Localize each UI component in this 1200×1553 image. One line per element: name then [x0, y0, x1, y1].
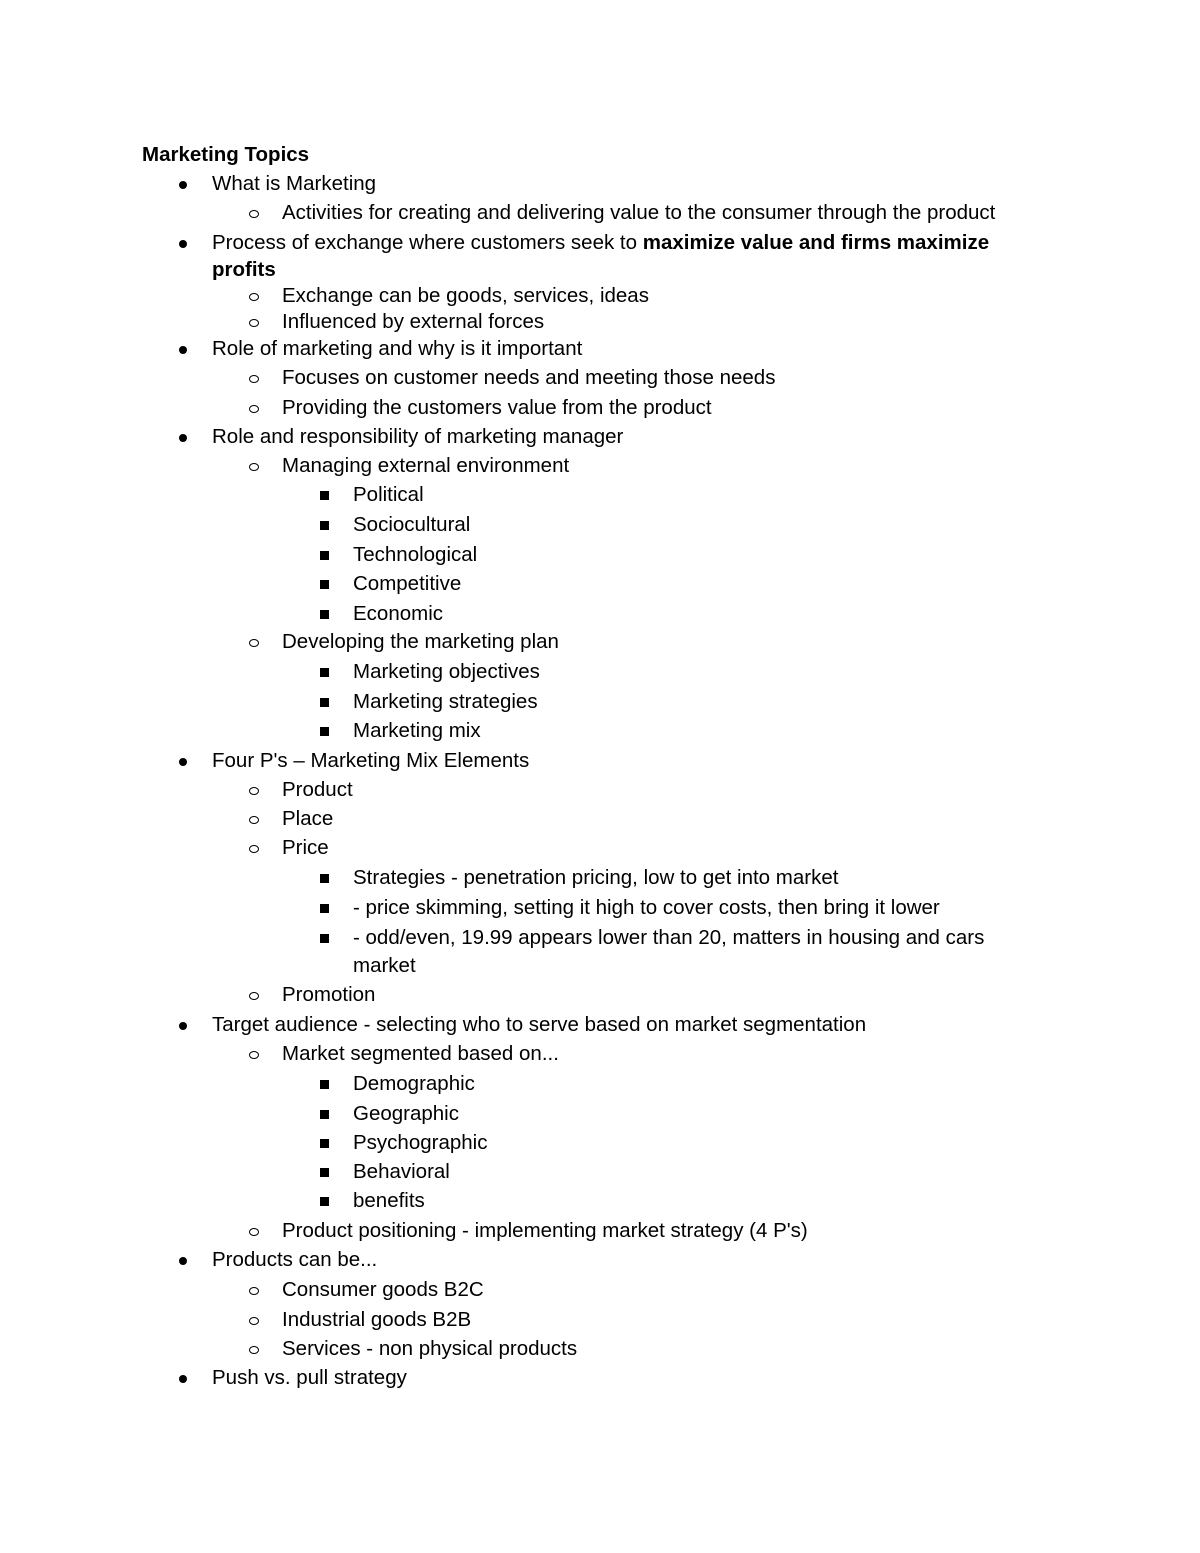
list-item-text: Psychographic	[353, 1131, 488, 1154]
bullet-level-2-icon	[249, 375, 259, 383]
list-item	[282, 1337, 577, 1361]
list-item-text: - price skimming, setting it high to cover costs, then bring it lower	[353, 896, 940, 919]
list-item	[212, 1366, 407, 1390]
list-item	[353, 483, 424, 507]
bullet-level-3-icon	[320, 668, 329, 677]
list-item-text: Political	[353, 483, 424, 506]
bullet-level-3-icon	[320, 521, 329, 530]
list-item-text: Process of exchange where customers seek to	[212, 231, 643, 254]
list-item-text: Role and responsibility of marketing manager	[212, 425, 624, 448]
list-item	[353, 896, 940, 920]
list-item-text: Competitive	[353, 572, 462, 595]
bullet-level-2-icon	[249, 293, 259, 301]
list-item-text: Products can be...	[212, 1248, 378, 1271]
bullet-level-2-icon	[249, 992, 259, 1000]
list-item	[282, 836, 329, 860]
list-item-text: Consumer goods B2C	[282, 1278, 484, 1301]
list-item	[282, 983, 375, 1007]
bullet-level-2-icon	[249, 405, 259, 413]
list-item-text: Managing external environment	[282, 454, 570, 477]
list-item	[212, 1248, 377, 1272]
list-item-text: Industrial goods B2B	[282, 1308, 472, 1331]
list-item-text: Marketing strategies	[353, 690, 538, 713]
list-item	[282, 1308, 471, 1332]
list-item-text: Economic	[353, 602, 444, 625]
list-item	[212, 749, 529, 773]
bullet-level-1-icon	[179, 1375, 187, 1383]
bullet-level-3-icon	[320, 934, 329, 943]
list-item-text: - odd/even, 19.99 appears lower than 20, matters in housing and cars	[353, 926, 985, 949]
bullet-level-3-icon	[320, 1197, 329, 1206]
bullet-level-3-icon	[320, 610, 329, 619]
list-item	[282, 201, 995, 225]
list-item-text: Sociocultural	[353, 513, 471, 536]
bullet-level-1-icon	[179, 181, 187, 189]
list-item	[353, 1131, 487, 1155]
bullet-level-1-icon	[179, 758, 187, 766]
bullet-level-1-icon	[179, 1022, 187, 1030]
list-item-text: benefits	[353, 1189, 425, 1212]
list-item-text: Geographic	[353, 1102, 459, 1125]
list-item	[212, 425, 623, 449]
list-item-text: Marketing mix	[353, 719, 481, 742]
list-item	[212, 258, 276, 282]
bullet-level-3-icon	[320, 1080, 329, 1089]
bullet-level-1-icon	[179, 346, 187, 354]
bullet-level-2-icon	[249, 463, 259, 471]
list-item	[212, 231, 989, 255]
list-item-text: Activities for creating and delivering value to the consumer through the product	[282, 201, 996, 224]
list-item-text: Market segmented based on...	[282, 1042, 559, 1065]
bullet-level-2-icon	[249, 1051, 259, 1059]
list-item-text: Marketing objectives	[353, 660, 540, 683]
list-item-text: Technological	[353, 543, 478, 566]
list-item	[353, 513, 470, 537]
list-item-bold-text: profits	[212, 258, 276, 281]
list-item	[282, 284, 649, 308]
bullet-level-1-icon	[179, 434, 187, 442]
list-item-text: Developing the marketing plan	[282, 630, 559, 653]
list-item	[212, 1013, 866, 1037]
bullet-level-3-icon	[320, 874, 329, 883]
list-item	[282, 1042, 559, 1066]
list-item-text: Price	[282, 836, 329, 859]
list-item-text: Role of marketing and why is it important	[212, 337, 583, 360]
list-item	[353, 690, 538, 714]
list-item	[353, 572, 461, 596]
bullet-level-2-icon	[249, 845, 259, 853]
list-item-text: Influenced by external forces	[282, 310, 545, 333]
list-item-text: Strategies - penetration pricing, low to get into market	[353, 866, 839, 889]
list-item	[353, 660, 540, 684]
bullet-level-2-icon	[249, 639, 259, 647]
list-item-text: Focuses on customer needs and meeting those needs	[282, 366, 776, 389]
bullet-level-1-icon	[179, 240, 187, 248]
list-item	[282, 454, 569, 478]
list-item-text: Providing the customers value from the product	[282, 396, 712, 419]
list-item	[282, 396, 712, 420]
list-item	[212, 337, 582, 361]
list-item	[282, 366, 775, 390]
list-item-text: Behavioral	[353, 1160, 450, 1183]
list-item	[212, 172, 376, 196]
list-item-text: market	[353, 954, 416, 977]
bullet-level-3-icon	[320, 1110, 329, 1119]
list-item-text: Exchange can be goods, services, ideas	[282, 284, 649, 307]
bullet-level-1-icon	[179, 1257, 187, 1265]
bullet-level-3-icon	[320, 491, 329, 500]
list-item-text: What is Marketing	[212, 172, 377, 195]
bullet-level-3-icon	[320, 580, 329, 589]
list-item	[353, 1102, 459, 1126]
list-item-text: Place	[282, 807, 334, 830]
list-item	[353, 602, 443, 626]
list-item	[353, 954, 416, 978]
bullet-level-3-icon	[320, 698, 329, 707]
list-item-text: Promotion	[282, 983, 376, 1006]
bullet-level-2-icon	[249, 319, 259, 327]
list-item-text: Product positioning - implementing market strategy (4 P's)	[282, 1219, 808, 1242]
list-item-text: Target audience - selecting who to serve based on market segmentation	[212, 1013, 867, 1036]
list-item	[282, 310, 544, 334]
bullet-level-2-icon	[249, 1228, 259, 1236]
list-item	[282, 778, 353, 802]
bullet-level-3-icon	[320, 1139, 329, 1148]
bullet-level-2-icon	[249, 1317, 259, 1325]
list-item-text: Product	[282, 778, 353, 801]
bullet-level-3-icon	[320, 727, 329, 736]
bullet-level-2-icon	[249, 210, 259, 218]
list-item-text: Demographic	[353, 1072, 475, 1095]
list-item	[353, 543, 477, 567]
list-item	[353, 1160, 450, 1184]
bullet-level-2-icon	[249, 1287, 259, 1295]
list-item	[353, 719, 481, 743]
list-item	[353, 1189, 425, 1213]
bullet-level-3-icon	[320, 904, 329, 913]
bullet-level-2-icon	[249, 787, 259, 795]
list-item-text: Four P's – Marketing Mix Elements	[212, 749, 530, 772]
bullet-level-3-icon	[320, 1168, 329, 1177]
bullet-level-3-icon	[320, 551, 329, 560]
list-item	[282, 1219, 808, 1243]
list-item-text: Push vs. pull strategy	[212, 1366, 407, 1389]
list-item	[282, 807, 333, 831]
bullet-level-2-icon	[249, 816, 259, 824]
list-item	[282, 630, 559, 654]
list-item	[353, 926, 984, 950]
list-item-bold-text: maximize value and firms maximize	[642, 231, 990, 254]
list-item	[353, 866, 838, 890]
list-item	[353, 1072, 475, 1096]
bullet-level-2-icon	[249, 1346, 259, 1354]
list-item	[282, 1278, 484, 1302]
list-item-text: Services - non physical products	[282, 1337, 578, 1360]
document-title: Marketing Topics	[142, 143, 310, 166]
